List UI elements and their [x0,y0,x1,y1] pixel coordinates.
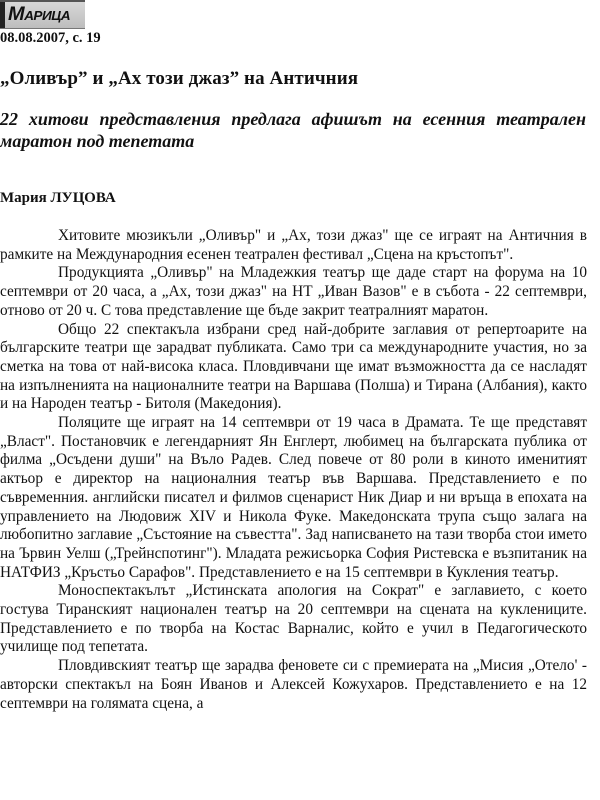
logo-rest: АРИЦА [24,8,71,23]
logo-text [8,4,70,26]
publication-date-page: 08.08.2007, с. 19 [0,30,101,46]
article-author: Мария ЛУЦОВА [0,190,116,206]
article-paragraph: Пловдивският театър ще зарадва феновете си с премиерата на „Мисия „Отело' - авторски спектакъл на Боян Иванов и Алексей Кожухаров. Представлението е на 12 септември на голямата сцена, а [0,657,587,712]
article-paragraph: Хитовите мюзикъли „Оливър" и „Ах, този джаз" ще се играят на Античния в рамките на Международния есенен театрален фестивал „Сцена на кръстопът". [0,227,587,263]
article-subheadline: 22 хитови представления предлага афишът на есенния театрален маратон под тепетата [0,109,586,151]
newspaper-logo [0,0,85,29]
article-body [0,227,587,713]
article-paragraph: Моноспектакълът „Истинската апология на Сократ" е заглавието, с което гостува Тиранският национален театър на 20 септември на сцената на куклениците. Представлението е по творба на Костас Варналис, който е учил в Педагогическото училище под тепетата. [0,582,587,656]
logo-initial: М [8,4,25,25]
logo-bar-decoration [0,2,5,28]
article-paragraph: Общо 22 спектакъла избрани сред най-добрите заглавия от репертоарите на българските театри ще зарадват публиката. Само три са международните участия, но за сметка на това от най-висока класа. Пловдивчани ще имат възможността да се насладят на изпълненията на националните театри на Варшава (Полша) и Тирана (Албания), както и на Народен театър - Битоля (Македония). [0,320,587,413]
article-paragraph: Поляците ще играят на 14 септември от 19 часа в Драмата. Те ще представят „Власт". Постановчик е легендарният Ян Енглерт, любимец на българската публика от филма „Осъдени души" на Въло Радев. След повече от 80 роли в киното именитият актьор е директор на националния театър във Варшава. Представлението е по съвременния. английски писател и филмов сценарист Ник Диар и ни връща в епохата на управлението на Людовиж XIV и Никола Фуке. Македонската трупа също залага на любопитно заглавие „Състояние на съвестта". Зад написването на тази творба стои името на Ървин Уелш („Трейнспотинг"). Младата режисьорка София Ристевска е възпитаник на НАТФИЗ „Кръстьо Сарафов". Представлението е на 15 септември в Кукления театър. [0,414,587,581]
article-paragraph: Продукцията „Оливър" на Младежкия театър ще даде старт на форума на 10 септември от 20 часа, а „Ах, този джаз" на НТ „Иван Вазов" е в събота - 22 септември, отново от 20 ч. С това представление ще бъде закрит театралният маратон. [0,264,587,319]
article-headline: „Оливър” и „Ах този джаз” на Античния [0,68,359,89]
